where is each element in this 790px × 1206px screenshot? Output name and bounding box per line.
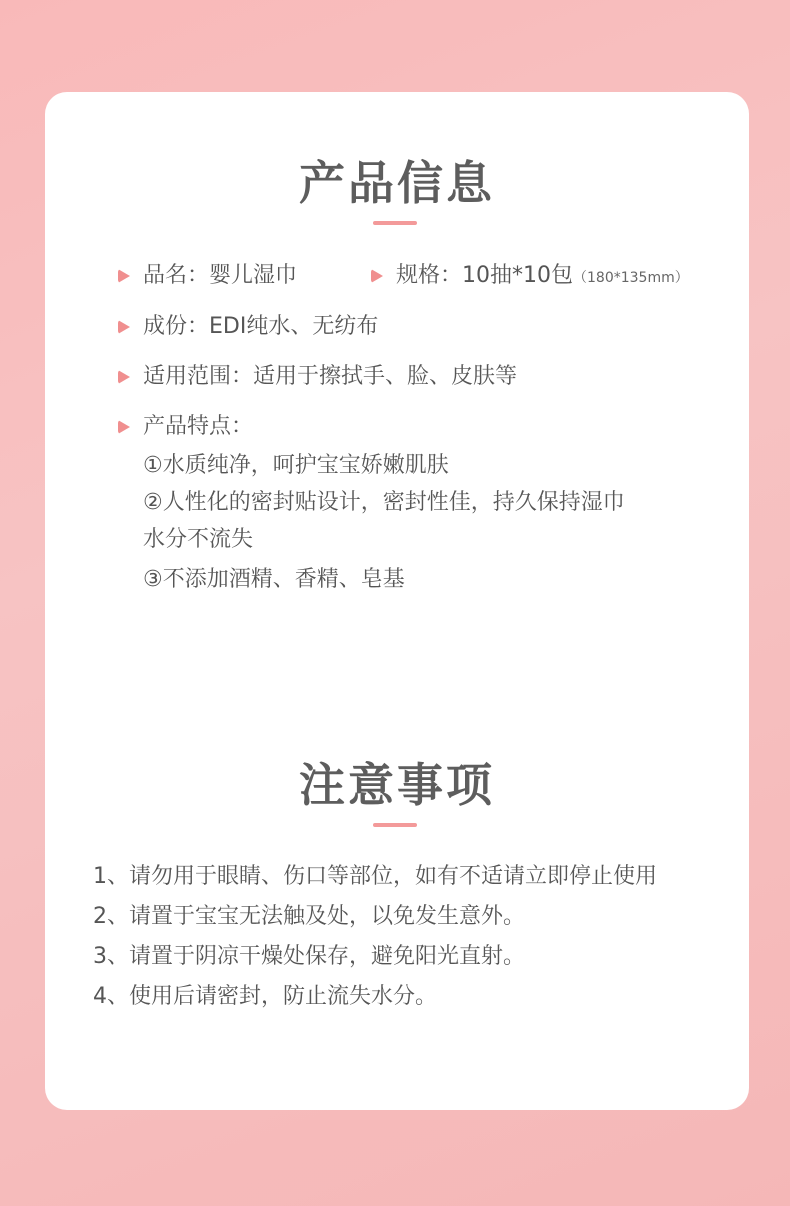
note-item: 1、请勿用于眼睛、伤口等部位，如有不适请立即停止使用 [93,864,657,889]
bullet-icon [118,320,130,334]
note-item: 3、请置于阴凉干燥处保存，避免阳光直射。 [93,944,525,969]
feature-item: ①水质纯净，呵护宝宝娇嫩肌肤 [143,453,449,478]
content-card [45,92,749,1110]
bullet-icon [118,269,130,283]
notes-title: 注意事项 [299,758,495,812]
bullet-icon [118,370,130,384]
product-info-title-underline [373,221,417,225]
note-item: 4、使用后请密封，防止流失水分。 [93,984,437,1009]
product-usage: 适用范围：适用于擦拭手、脸、皮肤等 [143,364,518,389]
feature-item-continued: 水分不流失 [143,527,254,552]
product-info-title: 产品信息 [299,156,495,210]
feature-item: ②人性化的密封贴设计，密封性佳，持久保持湿巾 [143,490,625,515]
note-item: 2、请置于宝宝无法触及处，以免发生意外。 [93,904,525,929]
product-features-label: 产品特点： [143,414,254,439]
bullet-icon [371,269,383,283]
product-ingredients: 成份：EDI纯水、无纺布 [143,314,379,339]
product-spec-size: （180*135mm） [573,270,689,286]
product-spec-count: 规格：10抽*10包 [396,263,573,288]
product-name: 品名：婴儿湿巾 [143,263,298,288]
bullet-icon [118,420,130,434]
feature-item: ③不添加酒精、香精、皂基 [143,567,405,592]
product-spec [396,265,689,287]
notes-title-underline [373,823,417,827]
